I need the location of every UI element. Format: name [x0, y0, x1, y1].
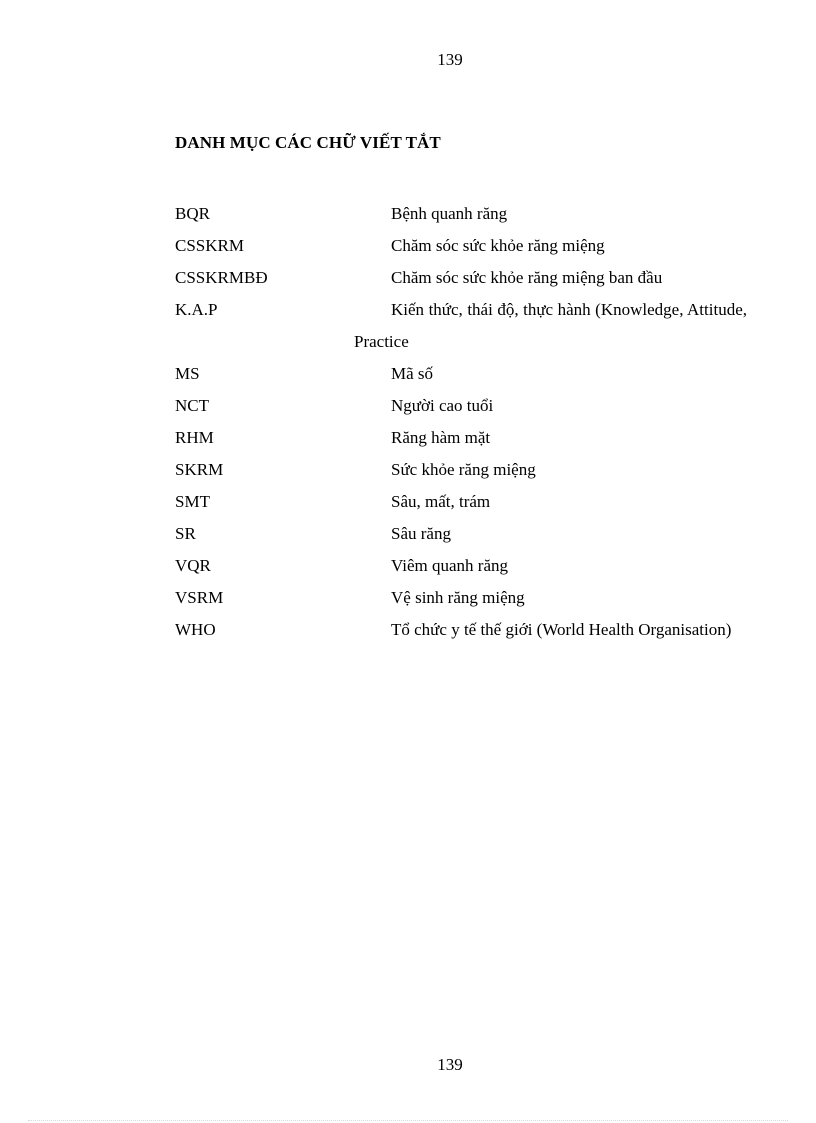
abbreviation-term: SR: [175, 524, 196, 543]
abbreviation-row: [175, 518, 747, 550]
abbreviation-definition: Vệ sinh răng miệng: [391, 588, 525, 607]
abbreviation-row: [175, 262, 747, 294]
page-bottom-divider: [28, 1120, 788, 1121]
abbreviation-row: [175, 614, 747, 646]
abbreviation-definition: Viêm quanh răng: [391, 556, 508, 575]
abbreviation-term: BQR: [175, 204, 210, 223]
abbreviation-definition: Mã số: [391, 364, 434, 383]
abbreviation-term: MS: [175, 364, 200, 383]
abbreviation-definition: Chăm sóc sức khỏe răng miệng ban đầu: [391, 268, 663, 287]
abbreviation-term: SMT: [175, 492, 210, 511]
abbreviation-term: SKRM: [175, 460, 224, 479]
abbreviation-row: [175, 198, 747, 230]
abbreviation-list: [175, 198, 747, 646]
abbreviation-term: RHM: [175, 428, 214, 447]
abbreviation-definition: Răng hàm mặt: [391, 428, 491, 447]
abbreviation-definition: Chăm sóc sức khỏe răng miệng: [391, 236, 605, 255]
page-number-bottom: 139: [437, 1055, 463, 1074]
abbreviation-row: [175, 294, 747, 358]
abbreviation-row: [175, 486, 747, 518]
document-title: DANH MỤC CÁC CHỮ VIẾT TẮT: [175, 133, 441, 152]
abbreviation-definition: Người cao tuổi: [391, 396, 494, 415]
page-number-top: 139: [437, 50, 463, 69]
abbreviation-row: [175, 422, 747, 454]
abbreviation-definition: Tổ chức y tế thế giới (World Health Organisation): [391, 620, 732, 639]
abbreviation-definition: Sâu, mất, trám: [391, 492, 491, 511]
abbreviation-term: VQR: [175, 556, 211, 575]
abbreviation-term: K.A.P: [175, 300, 218, 319]
abbreviation-term: CSSKRMBĐ: [175, 268, 268, 287]
abbreviation-definition: Sâu răng: [391, 524, 451, 543]
abbreviation-row: [175, 454, 747, 486]
abbreviation-row: [175, 230, 747, 262]
abbreviation-row: [175, 358, 747, 390]
abbreviation-definition: Bệnh quanh răng: [391, 204, 508, 223]
abbreviation-term: VSRM: [175, 588, 224, 607]
abbreviation-row: [175, 390, 747, 422]
abbreviation-definition: Kiến thức, thái độ, thực hành (Knowledge, Attitude, Practice: [354, 300, 747, 351]
abbreviation-row: [175, 582, 747, 614]
abbreviation-term: WHO: [175, 620, 216, 639]
abbreviation-term: CSSKRM: [175, 236, 244, 255]
abbreviation-definition: Sức khỏe răng miệng: [391, 460, 536, 479]
abbreviation-term: NCT: [175, 396, 209, 415]
abbreviation-row: [175, 550, 747, 582]
